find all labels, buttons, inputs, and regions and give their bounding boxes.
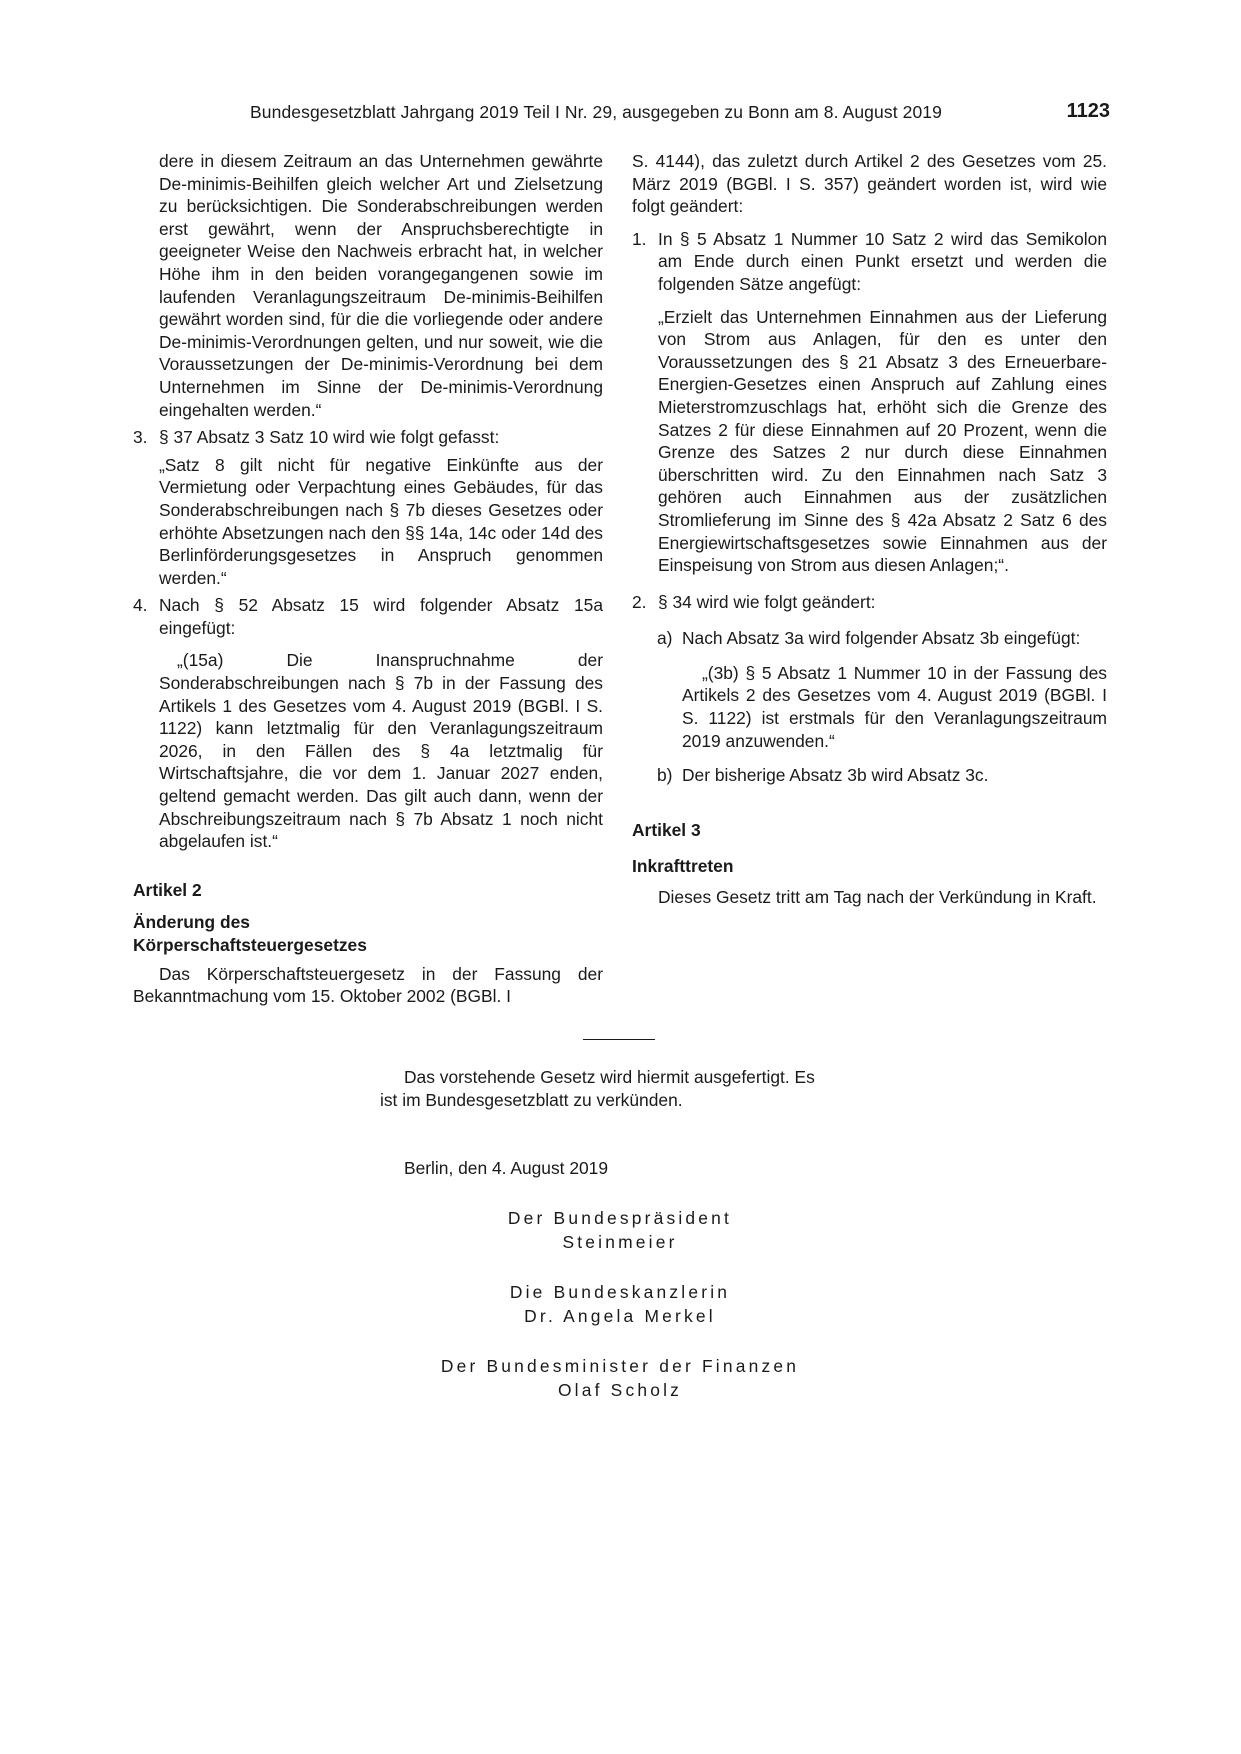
article-3-label: Artikel 3 (632, 819, 701, 840)
left-continuation-text: dere in diesem Zeitraum an das Unternehmen gewährte De-minimis-Beihilfen gleich welcher Art und Zielsetzung zu berücksichtigen. Die Sonderabschreibungen werden erst gewährt, wenn der Anspruchsberechtigte in geeigneter Weise den Nachweis erbracht hat, in welcher Höhe ihm in den beiden vorangegangenen sowie im laufenden Veranlagungszeitraum De-minimis-Beihilfen gewährt worden sind, für die die vorliegende oder andere De-minimis-Verordnungen gelten, und nur soweit, wie die Voraussetzungen der De-minimis-Verordnung bei dem Unternehmen im Sinne der De-minimis-Verordnung eingehalten werden.“ (159, 151, 603, 420)
signatory-office: Der Bundespräsident (507, 1208, 733, 1228)
signatory-office: Die Bundeskanzlerin (509, 1282, 731, 1302)
article-2-label: Artikel 2 (133, 879, 202, 900)
promulgation-line-2: ist im Bundesgesetzblatt zu verkünden. (380, 1090, 683, 1110)
sub-item-a (632, 627, 1107, 650)
signatory-name: Dr. Angela Merkel (524, 1306, 716, 1326)
list-item-2 (632, 591, 1107, 614)
sub-item-letter: b) (657, 765, 673, 786)
item-text: In § 5 Absatz 1 Nummer 10 Satz 2 wird das Semikolon am Ende durch einen Punkt ersetzt und werden die folgenden Sätze angefügt: (658, 228, 1107, 294)
sub-item-text: Der bisherige Absatz 3b wird Absatz 3c. (682, 765, 989, 786)
signature-block-chancellor (170, 1280, 1070, 1328)
list-item-1 (632, 228, 1107, 296)
running-title: Bundesgesetzblatt Jahrgang 2019 Teil I Nr. 29, ausgegeben zu Bonn am 8. August 2019 (250, 102, 942, 122)
signature-block-finance-minister (170, 1354, 1070, 1402)
page-header (250, 100, 1110, 128)
sub-item-letter: a) (657, 628, 673, 649)
article-2-body: Das Körperschaftsteuergesetz in der Fassung der Bekanntmachung vom 15. Oktober 2002 (BGBl. I (133, 963, 603, 1007)
item-number: 3. (133, 427, 148, 448)
item-number: 1. (632, 228, 647, 249)
signatory-name: Olaf Scholz (557, 1380, 683, 1400)
item-number: 4. (133, 595, 148, 616)
section-divider (583, 1039, 655, 1040)
item-number: 2. (632, 591, 647, 612)
quote-item-3: „Satz 8 gilt nicht für negative Einkünfte aus der Vermietung oder Verpachtung eines Gebäudes, für das Sonderabschreibungen nach § 7b dieses Gesetzes oder erhöhte Absetzungen nach den §§ 14a, 14c oder 14d des Berlinförderungsgesetzes in Anspruch genommen werden.“ (159, 454, 603, 588)
promulgation-line-1: Das vorstehende Gesetz wird hiermit ausgefertigt. Es (404, 1067, 815, 1087)
signatory-name: Steinmeier (562, 1232, 678, 1252)
sub-item-b (632, 764, 1107, 787)
right-continuation-text: S. 4144), das zuletzt durch Artikel 2 des Gesetzes vom 25. März 2019 (BGBl. I S. 357) geändert worden ist, wird wie folgt geändert: (632, 151, 1107, 217)
article-3-body: Dieses Gesetz tritt am Tag nach der Verkündung in Kraft. (658, 887, 1097, 908)
page-number: 1123 (1066, 100, 1110, 122)
promulgation-clause (380, 1066, 860, 1112)
item-text: Nach § 52 Absatz 15 wird folgender Absatz 15a eingefügt: (159, 595, 603, 638)
signature-block-president (170, 1206, 1070, 1254)
left-column (133, 150, 603, 1008)
item-text: § 37 Absatz 3 Satz 10 wird wie folgt gefasst: (159, 427, 500, 448)
signatory-office: Der Bundesminister der Finanzen (440, 1356, 800, 1376)
right-column (632, 150, 1107, 909)
quote-item-4: „(15a) Die Inanspruchnahme der Sonderabschreibungen nach § 7b in der Fassung des Artikels 1 des Gesetzes vom 4. August 2019 (BGBl. I S. 1122) kann letztmalig für den Veranlagungszeitraum 2026, in den Fällen des § 4a letztmalig für Wirtschaftsjahre, die vor dem 1. Januar 2027 enden, geltend gemacht werden. Das gilt auch dann, wenn der Abschreibungszeitraum nach § 7b Absatz 1 noch nicht abgelaufen ist.“ (159, 650, 603, 852)
item-text: § 34 wird wie folgt geändert: (658, 591, 876, 612)
article-3-title: Inkrafttreten (632, 856, 734, 877)
article-2-title-line2: Körperschaftsteuergesetzes (133, 935, 367, 955)
quote-item-1: „Erzielt das Unternehmen Einnahmen aus der Lieferung von Strom aus Anlagen, für den es unter den Voraussetzungen des § 21 Absatz 3 des Erneuerbare-Energien-Gesetzes einen Anspruch auf Zahlung eines Mieterstromzuschlags hat, erhöht sich die Grenze des Satzes 2 für diese Einnahmen auf 20 Prozent, wenn die Grenze des Satzes 2 nur durch diese Einnahmen überschritten wird. Zu den Einnahmen nach Satz 3 gehören auch Einnahmen aus der zusätzlichen Stromlieferung im Sinne des § 42a Absatz 2 Satz 6 des Energiewirtschaftsgesetzes sowie Einnahmen aus der Einspeisung von Strom aus diesen Anlagen;“. (658, 306, 1107, 576)
sub-item-text: Nach Absatz 3a wird folgender Absatz 3b eingefügt: (682, 628, 1081, 649)
list-item-4 (133, 594, 603, 639)
list-item-3 (133, 426, 603, 449)
article-2-title-line1: Änderung des (133, 912, 250, 933)
signing-date: Berlin, den 4. August 2019 (404, 1158, 609, 1178)
quote-sub-item-a: „(3b) § 5 Absatz 1 Nummer 10 in der Fassung des Artikels 2 des Gesetzes vom 4. August 2019 (BGBl. I S. 1122) ist erstmals für den Veranlagungszeitraum 2019 anzuwenden.“ (682, 662, 1107, 751)
